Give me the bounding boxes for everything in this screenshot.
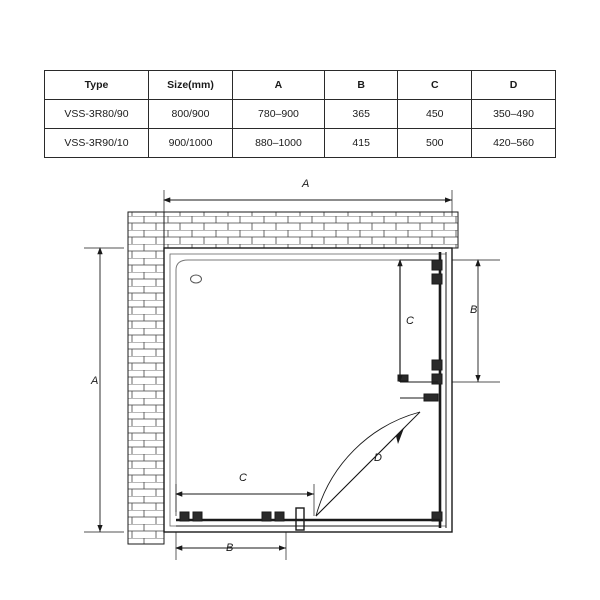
cell-c: 450 [398, 100, 472, 129]
dimension-label-diagonal-d: D [374, 452, 382, 464]
table-row [45, 100, 556, 129]
table-row [45, 129, 556, 158]
table-header-row [45, 71, 556, 100]
dimension-label-inner-c: C [406, 315, 414, 327]
column-header-size: Size(mm) [148, 71, 232, 100]
dimension-bottom-c [176, 484, 314, 516]
dimension-label-top-a: A [302, 178, 310, 190]
column-header-c: C [398, 71, 472, 100]
wall-hatch-left [128, 212, 164, 544]
cell-d: 420–560 [472, 129, 556, 158]
right-glass-panel [432, 252, 446, 528]
cell-c: 500 [398, 129, 472, 158]
cell-a: 780–900 [233, 100, 325, 129]
bottom-glass-panel [176, 508, 440, 530]
column-header-a: A [233, 71, 325, 100]
cell-b: 365 [324, 100, 398, 129]
cell-size: 900/1000 [148, 129, 232, 158]
cell-type: VSS-3R90/10 [45, 129, 149, 158]
corner-knob-icon [191, 275, 202, 283]
wall-hatch-top [128, 212, 458, 248]
column-header-b: B [324, 71, 398, 100]
dimension-label-left-a: A [91, 375, 99, 387]
spec-table [44, 70, 556, 158]
dimension-label-bottom-c: C [239, 472, 247, 484]
column-header-d: D [472, 71, 556, 100]
door-swing-indicator [316, 412, 420, 516]
dimension-right-b [452, 260, 500, 382]
cell-type: VSS-3R80/90 [45, 100, 149, 129]
cell-a: 880–1000 [233, 129, 325, 158]
dimension-left-a [84, 248, 124, 532]
plan-view-svg [0, 160, 600, 590]
dimension-label-right-b: B [470, 304, 478, 316]
cell-b: 415 [324, 129, 398, 158]
cell-size: 800/900 [148, 100, 232, 129]
cell-d: 350–490 [472, 100, 556, 129]
column-header-type: Type [45, 71, 149, 100]
shower-enclosure-plan-drawing [0, 160, 600, 590]
enclosure-outline [164, 248, 452, 532]
dimension-label-bottom-b: B [226, 542, 234, 554]
